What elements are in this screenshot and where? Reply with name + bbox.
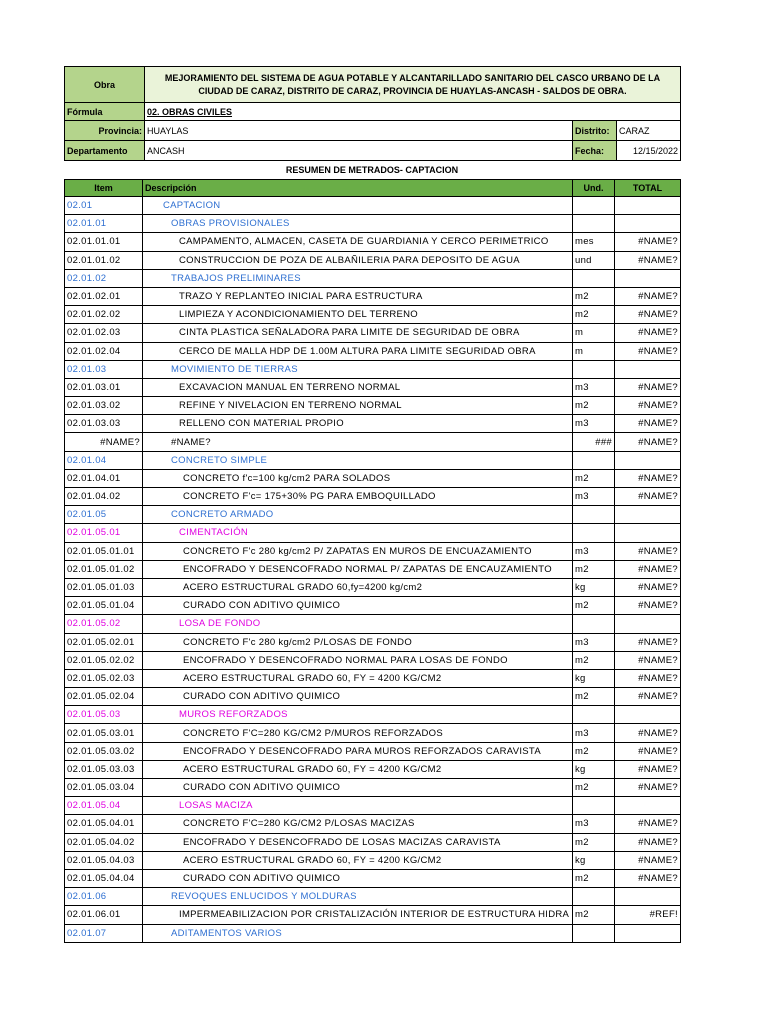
- total-cell[interactable]: #NAME?: [615, 651, 681, 669]
- table-row: [65, 615, 681, 633]
- metrados-table: [64, 179, 681, 943]
- table-row: [65, 797, 681, 815]
- item-cell[interactable]: 02.01.06: [65, 888, 143, 906]
- unit-cell[interactable]: [573, 360, 615, 378]
- description-cell[interactable]: CONCRETO F'C=280 KG/CM2 P/MUROS REFORZADOS: [143, 724, 573, 742]
- table-row: [65, 378, 681, 396]
- item-cell[interactable]: 02.01.02.02: [65, 306, 143, 324]
- description-cell[interactable]: ACERO ESTRUCTURAL GRADO 60, FY = 4200 KG/CM2: [143, 760, 573, 778]
- description-cell[interactable]: CONCRETO F'c 280 kg/cm2 P/LOSAS DE FONDO: [143, 633, 573, 651]
- item-cell[interactable]: 02.01.05.02.03: [65, 669, 143, 687]
- item-cell[interactable]: #NAME?: [65, 433, 143, 451]
- total-cell[interactable]: #NAME?: [615, 669, 681, 687]
- summary-title: RESUMEN DE METRADOS- CAPTACION: [285, 165, 459, 175]
- description-cell[interactable]: ENCOFRADO Y DESENCOFRADO NORMAL P/ ZAPATAS DE ENCAUZAMIENTO: [143, 560, 573, 578]
- total-cell[interactable]: #NAME?: [615, 779, 681, 797]
- total-cell[interactable]: #NAME?: [615, 342, 681, 360]
- total-cell[interactable]: [615, 506, 681, 524]
- item-cell[interactable]: 02.01.02.01: [65, 287, 143, 305]
- total-cell[interactable]: #NAME?: [615, 760, 681, 778]
- total-cell[interactable]: [615, 215, 681, 233]
- table-row: [65, 488, 681, 506]
- project-header-table: [64, 66, 681, 161]
- unit-cell[interactable]: m2: [573, 833, 615, 851]
- unit-cell[interactable]: m3: [573, 724, 615, 742]
- item-cell[interactable]: 02.01.03: [65, 360, 143, 378]
- item-cell[interactable]: 02.01.04.02: [65, 488, 143, 506]
- description-cell[interactable]: CAPTACION: [143, 197, 573, 215]
- table-row: [65, 851, 681, 869]
- total-cell[interactable]: #NAME?: [615, 742, 681, 760]
- unit-cell[interactable]: m2: [573, 779, 615, 797]
- description-cell[interactable]: MUROS REFORZADOS: [143, 706, 573, 724]
- description-cell[interactable]: CURADO CON ADITIVO QUIMICO: [143, 869, 573, 887]
- item-cell[interactable]: 02.01.07: [65, 924, 143, 942]
- total-cell[interactable]: [615, 924, 681, 942]
- total-cell[interactable]: #NAME?: [615, 597, 681, 615]
- table-row: [65, 815, 681, 833]
- unit-cell[interactable]: [573, 451, 615, 469]
- unit-cell[interactable]: und: [573, 251, 615, 269]
- description-cell[interactable]: CURADO CON ADITIVO QUIMICO: [143, 779, 573, 797]
- item-cell[interactable]: 02.01.02.03: [65, 324, 143, 342]
- table-row: [65, 215, 681, 233]
- unit-cell[interactable]: [573, 269, 615, 287]
- obra-text: MEJORAMIENTO DEL SISTEMA DE AGUA POTABLE Y ALCANTARILLADO SANITARIO DEL CASCO URBANO DE LA CIUDAD DE CARAZ, DISTRITO DE CARAZ, PROVINCIA DE HUAYLAS-ANCASH - SALDOS DE OBRA.: [145, 67, 681, 103]
- unit-cell[interactable]: [573, 888, 615, 906]
- table-row: [65, 306, 681, 324]
- unit-cell[interactable]: m2: [573, 906, 615, 924]
- item-cell[interactable]: 02.01.05.03.02: [65, 742, 143, 760]
- description-cell[interactable]: CURADO CON ADITIVO QUIMICO: [143, 597, 573, 615]
- description-cell[interactable]: CAMPAMENTO, ALMACEN, CASETA DE GUARDIANIA Y CERCO PERIMETRICO: [143, 233, 573, 251]
- description-cell[interactable]: RELLENO CON MATERIAL PROPIO: [143, 415, 573, 433]
- unit-cell[interactable]: m2: [573, 742, 615, 760]
- unit-cell[interactable]: [573, 197, 615, 215]
- table-row: [65, 324, 681, 342]
- total-cell[interactable]: #NAME?: [615, 833, 681, 851]
- table-row: [65, 924, 681, 942]
- total-cell[interactable]: #NAME?: [615, 542, 681, 560]
- table-row: [65, 724, 681, 742]
- total-cell[interactable]: #NAME?: [615, 433, 681, 451]
- item-cell[interactable]: 02.01.05.03.03: [65, 760, 143, 778]
- unit-cell[interactable]: m2: [573, 287, 615, 305]
- total-cell[interactable]: #NAME?: [615, 869, 681, 887]
- table-row: [65, 542, 681, 560]
- total-cell[interactable]: #NAME?: [615, 397, 681, 415]
- total-cell[interactable]: #NAME?: [615, 469, 681, 487]
- table-row: [65, 233, 681, 251]
- distrito-value: CARAZ: [617, 121, 681, 141]
- spreadsheet-sheet: [64, 66, 680, 943]
- item-cell[interactable]: 02.01.03.01: [65, 378, 143, 396]
- description-cell[interactable]: LOSAS MACIZA: [143, 797, 573, 815]
- unit-cell[interactable]: m3: [573, 815, 615, 833]
- total-cell[interactable]: #NAME?: [615, 688, 681, 706]
- description-cell[interactable]: LIMPIEZA Y ACONDICIONAMIENTO DEL TERRENO: [143, 306, 573, 324]
- item-cell[interactable]: 02.01.05.03.04: [65, 779, 143, 797]
- table-row: [65, 269, 681, 287]
- item-cell[interactable]: 02.01.06.01: [65, 906, 143, 924]
- formula-value: 02. OBRAS CIVILES: [145, 103, 681, 121]
- description-cell[interactable]: CONCRETO F'c= 175+30% PG PARA EMBOQUILLADO: [143, 488, 573, 506]
- description-cell[interactable]: REVOQUES ENLUCIDOS Y MOLDURAS: [143, 888, 573, 906]
- total-cell[interactable]: [615, 615, 681, 633]
- table-row: [65, 287, 681, 305]
- provincia-value: HUAYLAS: [145, 121, 573, 141]
- description-cell[interactable]: CONCRETO ARMADO: [143, 506, 573, 524]
- table-row: [65, 433, 681, 451]
- total-cell[interactable]: #NAME?: [615, 560, 681, 578]
- item-cell[interactable]: 02.01.05.04.02: [65, 833, 143, 851]
- item-cell[interactable]: 02.01.05.01.04: [65, 597, 143, 615]
- description-cell[interactable]: LOSA DE FONDO: [143, 615, 573, 633]
- departamento-label: Departamento: [65, 141, 145, 161]
- table-row: [65, 578, 681, 596]
- unit-cell[interactable]: m2: [573, 560, 615, 578]
- description-cell[interactable]: CINTA PLASTICA SEÑALADORA PARA LIMITE DE SEGURIDAD DE OBRA: [143, 324, 573, 342]
- item-cell[interactable]: 02.01.05: [65, 506, 143, 524]
- table-row: [65, 469, 681, 487]
- unit-cell[interactable]: kg: [573, 851, 615, 869]
- item-cell[interactable]: 02.01: [65, 197, 143, 215]
- unit-cell[interactable]: ###: [573, 433, 615, 451]
- fecha-value: 12/15/2022: [617, 141, 681, 161]
- table-row: [65, 688, 681, 706]
- unit-cell[interactable]: m2: [573, 469, 615, 487]
- total-cell[interactable]: #NAME?: [615, 251, 681, 269]
- total-cell[interactable]: #NAME?: [615, 815, 681, 833]
- description-cell[interactable]: CONCRETO f'c=100 kg/cm2 PARA SOLADOS: [143, 469, 573, 487]
- description-cell[interactable]: CERCO DE MALLA HDP DE 1.00M ALTURA PARA LIMITE SEGURIDAD OBRA: [143, 342, 573, 360]
- item-cell[interactable]: 02.01.05.02.01: [65, 633, 143, 651]
- description-cell[interactable]: ACERO ESTRUCTURAL GRADO 60, FY = 4200 KG/CM2: [143, 851, 573, 869]
- item-cell[interactable]: 02.01.05.01.03: [65, 578, 143, 596]
- total-cell[interactable]: #NAME?: [615, 287, 681, 305]
- item-cell[interactable]: 02.01.02: [65, 269, 143, 287]
- total-cell[interactable]: [615, 706, 681, 724]
- unit-cell[interactable]: m2: [573, 651, 615, 669]
- total-cell[interactable]: #NAME?: [615, 324, 681, 342]
- table-row: [65, 742, 681, 760]
- unit-cell[interactable]: m: [573, 324, 615, 342]
- description-cell[interactable]: IMPERMEABILIZACION POR CRISTALIZACIÓN INTERIOR DE ESTRUCTURA HIDRA: [143, 906, 573, 924]
- fecha-label: Fecha:: [573, 141, 617, 161]
- table-row: [65, 906, 681, 924]
- total-cell[interactable]: [615, 360, 681, 378]
- unit-cell[interactable]: [573, 924, 615, 942]
- description-cell[interactable]: EXCAVACION MANUAL EN TERRENO NORMAL: [143, 378, 573, 396]
- table-row: [65, 651, 681, 669]
- table-row: [65, 633, 681, 651]
- description-cell[interactable]: MOVIMIENTO DE TIERRAS: [143, 360, 573, 378]
- provincia-label: Provincia:: [65, 121, 145, 141]
- table-row: [65, 779, 681, 797]
- unit-cell[interactable]: kg: [573, 669, 615, 687]
- column-header-total: TOTAL: [615, 180, 681, 197]
- description-cell[interactable]: ENCOFRADO Y DESENCOFRADO PARA MUROS REFORZADOS CARAVISTA: [143, 742, 573, 760]
- unit-cell[interactable]: m3: [573, 415, 615, 433]
- table-row: [65, 597, 681, 615]
- total-cell[interactable]: #REF!: [615, 906, 681, 924]
- total-cell[interactable]: [615, 797, 681, 815]
- table-row: [65, 833, 681, 851]
- description-cell[interactable]: ENCOFRADO Y DESENCOFRADO NORMAL PARA LOSAS DE FONDO: [143, 651, 573, 669]
- unit-cell[interactable]: m2: [573, 397, 615, 415]
- item-cell[interactable]: 02.01.01.01: [65, 233, 143, 251]
- item-cell[interactable]: 02.01.05.03: [65, 706, 143, 724]
- total-cell[interactable]: [615, 197, 681, 215]
- unit-cell[interactable]: kg: [573, 760, 615, 778]
- item-cell[interactable]: 02.01.03.02: [65, 397, 143, 415]
- item-cell[interactable]: 02.01.05.04.01: [65, 815, 143, 833]
- description-cell[interactable]: OBRAS PROVISIONALES: [143, 215, 573, 233]
- description-cell[interactable]: TRAZO Y REPLANTEO INICIAL PARA ESTRUCTURA: [143, 287, 573, 305]
- table-row: [65, 197, 681, 215]
- formula-label: Fórmula: [65, 103, 145, 121]
- departamento-value: ANCASH: [145, 141, 573, 161]
- distrito-label: Distrito:: [573, 121, 617, 141]
- description-cell[interactable]: ACERO ESTRUCTURAL GRADO 60,fy=4200 kg/cm2: [143, 578, 573, 596]
- item-cell[interactable]: 02.01.05.02.02: [65, 651, 143, 669]
- obra-label: Obra: [65, 67, 145, 103]
- description-cell[interactable]: CURADO CON ADITIVO QUIMICO: [143, 688, 573, 706]
- item-cell[interactable]: 02.01.05.01: [65, 524, 143, 542]
- table-row: [65, 888, 681, 906]
- description-cell[interactable]: CONSTRUCCION DE POZA DE ALBAÑILERIA PARA DEPOSITO DE AGUA: [143, 251, 573, 269]
- total-cell[interactable]: #NAME?: [615, 378, 681, 396]
- item-cell[interactable]: 02.01.04.01: [65, 469, 143, 487]
- total-cell[interactable]: #NAME?: [615, 306, 681, 324]
- table-row: [65, 451, 681, 469]
- description-cell[interactable]: ENCOFRADO Y DESENCOFRADO DE LOSAS MACIZAS CARAVISTA: [143, 833, 573, 851]
- table-row: [65, 524, 681, 542]
- table-row: [65, 415, 681, 433]
- description-cell[interactable]: CIMENTACIÓN: [143, 524, 573, 542]
- total-cell[interactable]: #NAME?: [615, 851, 681, 869]
- item-cell[interactable]: 02.01.05.03.01: [65, 724, 143, 742]
- item-cell[interactable]: 02.01.05.04.04: [65, 869, 143, 887]
- column-header-item: Item: [65, 180, 143, 197]
- unit-cell[interactable]: m2: [573, 306, 615, 324]
- item-cell[interactable]: 02.01.05.02: [65, 615, 143, 633]
- description-cell[interactable]: ADITAMENTOS VARIOS: [143, 924, 573, 942]
- unit-cell[interactable]: m3: [573, 488, 615, 506]
- unit-cell[interactable]: [573, 506, 615, 524]
- description-cell[interactable]: TRABAJOS PRELIMINARES: [143, 269, 573, 287]
- unit-cell[interactable]: m3: [573, 542, 615, 560]
- unit-cell[interactable]: m: [573, 342, 615, 360]
- item-cell[interactable]: 02.01.05.01.01: [65, 542, 143, 560]
- total-cell[interactable]: #NAME?: [615, 633, 681, 651]
- unit-cell[interactable]: m2: [573, 869, 615, 887]
- item-cell[interactable]: 02.01.05.02.04: [65, 688, 143, 706]
- description-cell[interactable]: #NAME?: [143, 433, 573, 451]
- unit-cell[interactable]: kg: [573, 578, 615, 596]
- unit-cell[interactable]: [573, 215, 615, 233]
- column-header-row: [65, 180, 681, 197]
- unit-cell[interactable]: m2: [573, 597, 615, 615]
- total-cell[interactable]: [615, 451, 681, 469]
- item-cell[interactable]: 02.01.03.03: [65, 415, 143, 433]
- item-cell[interactable]: 02.01.05.04: [65, 797, 143, 815]
- table-row: [65, 669, 681, 687]
- total-cell[interactable]: #NAME?: [615, 578, 681, 596]
- unit-cell[interactable]: m3: [573, 633, 615, 651]
- item-cell[interactable]: 02.01.02.04: [65, 342, 143, 360]
- total-cell[interactable]: #NAME?: [615, 724, 681, 742]
- unit-cell[interactable]: m3: [573, 378, 615, 396]
- unit-cell[interactable]: [573, 524, 615, 542]
- table-row: [65, 760, 681, 778]
- table-row: [65, 360, 681, 378]
- description-cell[interactable]: CONCRETO F'c 280 kg/cm2 P/ ZAPATAS EN MUROS DE ENCUAZAMIENTO: [143, 542, 573, 560]
- table-row: [65, 506, 681, 524]
- column-header-unit: Und.: [573, 180, 615, 197]
- total-cell[interactable]: [615, 524, 681, 542]
- table-row: [65, 869, 681, 887]
- description-cell[interactable]: CONCRETO F'C=280 KG/CM2 P/LOSAS MACIZAS: [143, 815, 573, 833]
- total-cell[interactable]: #NAME?: [615, 233, 681, 251]
- total-cell[interactable]: #NAME?: [615, 415, 681, 433]
- unit-cell[interactable]: [573, 615, 615, 633]
- column-header-description: Descripción: [143, 180, 573, 197]
- unit-cell[interactable]: [573, 706, 615, 724]
- table-row: [65, 342, 681, 360]
- item-cell[interactable]: 02.01.04: [65, 451, 143, 469]
- table-body: [65, 197, 681, 943]
- item-cell[interactable]: 02.01.01: [65, 215, 143, 233]
- item-cell[interactable]: 02.01.05.01.02: [65, 560, 143, 578]
- description-cell[interactable]: REFINE Y NIVELACION EN TERRENO NORMAL: [143, 397, 573, 415]
- total-cell[interactable]: [615, 888, 681, 906]
- unit-cell[interactable]: m2: [573, 688, 615, 706]
- table-row: [65, 706, 681, 724]
- description-cell[interactable]: CONCRETO SIMPLE: [143, 451, 573, 469]
- table-row: [65, 397, 681, 415]
- total-cell[interactable]: #NAME?: [615, 488, 681, 506]
- table-row: [65, 560, 681, 578]
- description-cell[interactable]: ACERO ESTRUCTURAL GRADO 60, FY = 4200 KG/CM2: [143, 669, 573, 687]
- unit-cell[interactable]: mes: [573, 233, 615, 251]
- total-cell[interactable]: [615, 269, 681, 287]
- item-cell[interactable]: 02.01.01.02: [65, 251, 143, 269]
- table-row: [65, 251, 681, 269]
- unit-cell[interactable]: [573, 797, 615, 815]
- item-cell[interactable]: 02.01.05.04.03: [65, 851, 143, 869]
